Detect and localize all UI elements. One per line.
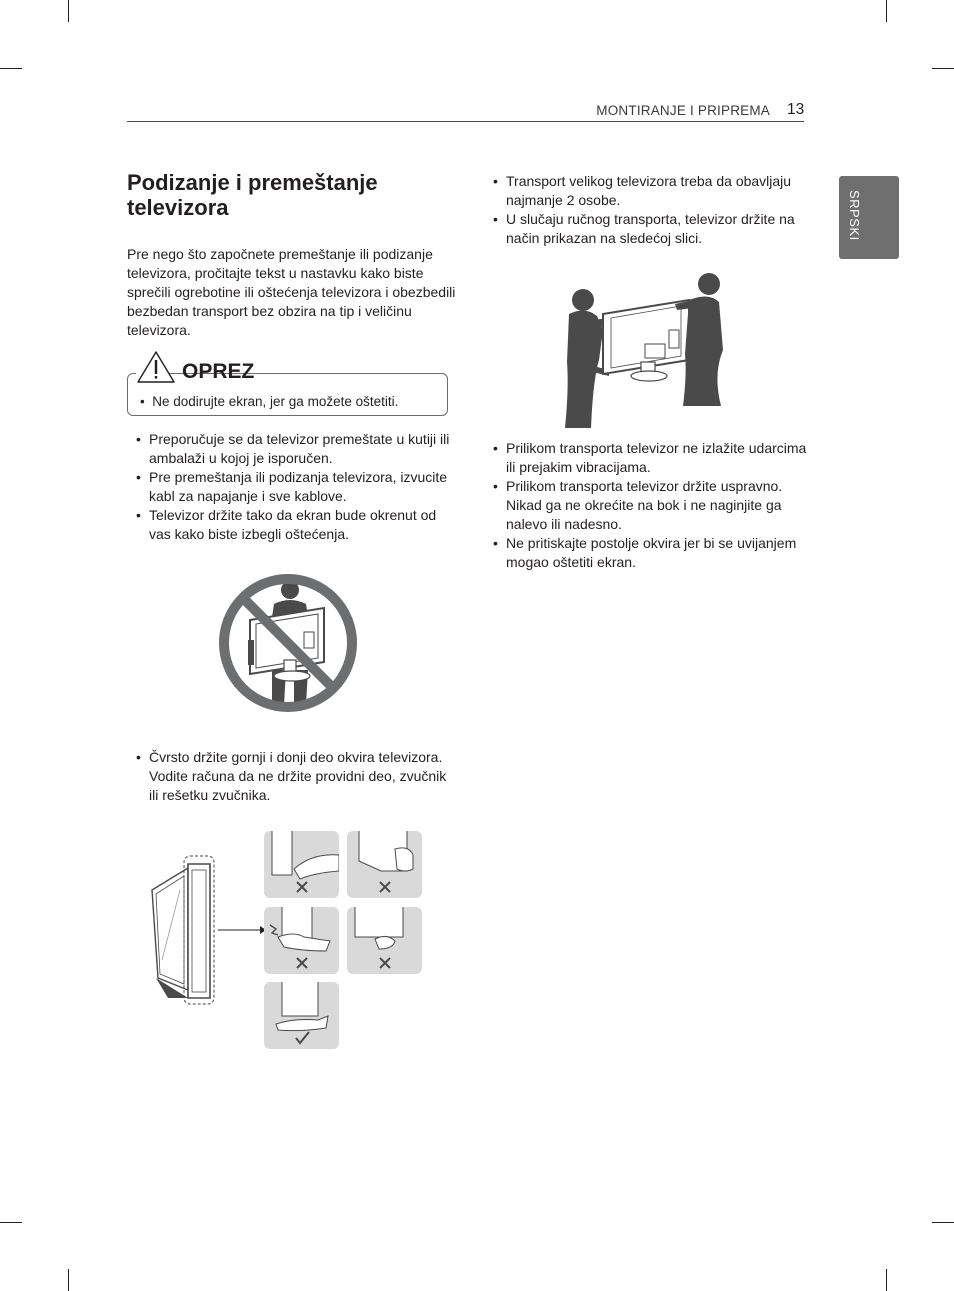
caution-title: OPREZ	[182, 360, 255, 383]
section-title: MONTIRANJE I PRIPREMA	[596, 103, 770, 118]
tv-side-view-illustration	[148, 850, 268, 1010]
list-item: • Transport velikog televizora treba da obavljaju najmanje 2 osobe.	[493, 172, 809, 210]
list-item: • Preporučuje se da televizor premeštate u kutiji ili ambalaži u kojoj je isporučen.	[136, 430, 452, 468]
prohibited-carry-illustration	[214, 570, 362, 716]
crop-mark	[886, 1269, 887, 1291]
caution-item: • Ne dodirujte ekran, jer ga možete oštetiti.	[140, 394, 399, 409]
handling-list	[136, 430, 452, 544]
crop-mark	[68, 0, 69, 22]
page-title: Podizanje i premeštanje televizora	[127, 170, 378, 220]
language-tab-label: SRPSKI	[847, 190, 862, 241]
intro-paragraph: Pre nego što započnete premeštanje ili podizanje televizora, pročitajte tekst u nastavku kako biste sprečili ogrebotine ili oštećenja televizora i obezbedili bezbedan transport bez obzira na tip i veličinu televizora.	[127, 246, 456, 338]
crop-mark	[0, 1222, 22, 1223]
crop-mark	[68, 1269, 69, 1291]
crop-mark	[932, 1222, 954, 1223]
crop-mark	[932, 68, 954, 69]
list-item: • Televizor držite tako da ekran bude okrenut od vas kako biste izbegli oštećenja.	[136, 506, 452, 544]
crop-mark	[0, 68, 22, 69]
list-item: • Prilikom transporta televizor ne izlažite udarcima ili prejakim vibracijama.	[493, 439, 809, 477]
grip-tile-wrong	[347, 831, 422, 898]
list-item: • Čvrsto držite gornji i donji deo okvira televizora. Vodite računa da ne držite providni deo, zvučnik ili rešetku zvučnika.	[136, 748, 452, 805]
list-item: • Prilikom transporta televizor držite uspravno. Nikad ga ne okrećite na bok i ne naginjite ga nalevo ili nadesno.	[493, 477, 809, 534]
crop-mark	[886, 0, 887, 22]
transport-warnings-list	[493, 439, 809, 572]
grip-tile-wrong	[264, 831, 339, 898]
warning-triangle-icon	[136, 350, 176, 384]
page-number: 13	[787, 101, 805, 118]
grip-tile-wrong	[347, 907, 422, 974]
list-item: • U slučaju ručnog transporta, televizor držite na način prikazan na sledećoj slici.	[493, 210, 809, 248]
transport-list	[493, 172, 809, 248]
two-person-carry-illustration	[563, 270, 725, 428]
caution-item-text: Ne dodirujte ekran, jer ga možete oštetiti.	[152, 394, 399, 409]
list-item: • Ne pritiskajte postolje okvira jer bi se uvijanjem mogao oštetiti ekran.	[493, 534, 809, 572]
grip-list	[136, 748, 452, 805]
caution-header	[136, 348, 255, 386]
grip-tile-wrong	[264, 907, 339, 974]
header-divider	[127, 121, 804, 122]
grip-tile-correct	[264, 982, 339, 1049]
list-item: • Pre premeštanja ili podizanja televizora, izvucite kabl za napajanje i sve kablove.	[136, 468, 452, 506]
language-tab	[839, 176, 899, 259]
